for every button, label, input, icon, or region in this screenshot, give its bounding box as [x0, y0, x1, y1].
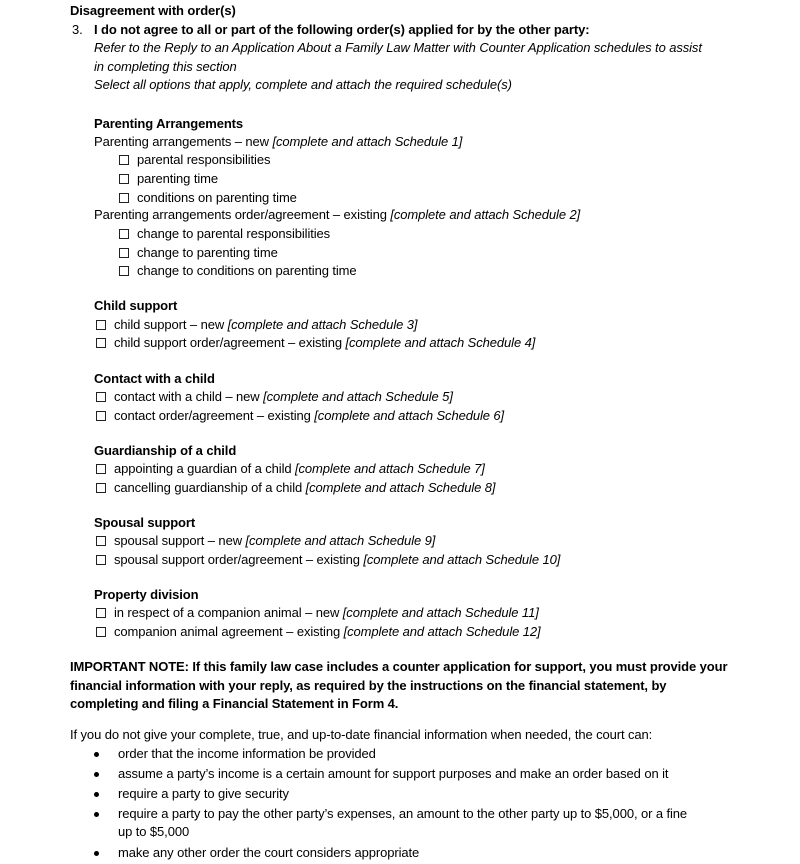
checkbox-option[interactable]	[119, 244, 278, 262]
checkbox-label: spousal support – new	[114, 533, 246, 548]
checkbox-option[interactable]	[96, 532, 435, 550]
schedule-note: [complete and attach Schedule 4]	[345, 335, 536, 350]
important-note-line: IMPORTANT NOTE: If this family law case includes a counter application for support, you must provide your	[70, 659, 728, 674]
checkbox[interactable]	[96, 411, 106, 421]
checkbox[interactable]	[96, 555, 106, 565]
schedule-note: [complete and attach Schedule 9]	[245, 533, 436, 548]
instruction-line: Select all options that apply, complete and attach the required schedule(s)	[94, 77, 512, 92]
checkbox-label: parenting time	[137, 171, 218, 186]
checkbox-label: contact order/agreement – existing	[114, 408, 315, 423]
checkbox[interactable]	[96, 320, 106, 330]
checkbox-label: in respect of a companion animal – new	[114, 605, 343, 620]
checkbox-option[interactable]	[96, 479, 495, 497]
checkbox-option[interactable]	[96, 460, 485, 478]
checkbox[interactable]	[96, 464, 106, 474]
checkbox-label: change to parenting time	[137, 245, 278, 260]
checkbox-label: contact with a child – new	[114, 389, 264, 404]
checkbox-option[interactable]	[96, 407, 504, 425]
checkbox-option[interactable]	[96, 551, 560, 569]
parenting-existing-label	[94, 206, 580, 224]
checkbox-label: appointing a guardian of a child	[114, 461, 296, 476]
checkbox-label: child support – new	[114, 317, 228, 332]
checkbox-option[interactable]	[96, 623, 541, 641]
schedule-note: [complete and attach Schedule 1]	[272, 134, 463, 149]
instruction-line: Refer to the Reply to an Application About a Family Law Matter with Counter Application schedules to assist	[94, 40, 702, 55]
checkbox-option[interactable]	[96, 316, 417, 334]
parenting-new-text: Parenting arrangements – new	[94, 134, 273, 149]
schedule-note: [complete and attach Schedule 12]	[343, 624, 541, 639]
consequence-item: order that the income information be provided	[118, 746, 376, 761]
schedule-note: [complete and attach Schedule 3]	[227, 317, 418, 332]
group-heading-spousal: Spousal support	[94, 515, 196, 530]
item-heading: I do not agree to all or part of the following order(s) applied for by the other party:	[94, 22, 590, 37]
checkbox-option[interactable]	[96, 388, 453, 406]
checkbox-label: cancelling guardianship of a child	[114, 480, 306, 495]
important-note-line: financial information with your reply, as required by the instructions on the financial statement, by	[70, 678, 667, 693]
schedule-note: [complete and attach Schedule 7]	[295, 461, 485, 476]
checkbox-option[interactable]	[96, 334, 535, 352]
group-heading-property: Property division	[94, 587, 199, 602]
group-heading-contact: Contact with a child	[94, 371, 215, 386]
checkbox[interactable]	[96, 608, 106, 618]
bullet-icon	[94, 812, 99, 817]
schedule-note: [complete and attach Schedule 11]	[342, 605, 539, 620]
consequence-item: make any other order the court considers appropriate	[118, 845, 420, 860]
checkbox[interactable]	[96, 536, 106, 546]
checkbox-label: companion animal agreement – existing	[114, 624, 344, 639]
checkbox-option[interactable]	[119, 151, 270, 169]
consequence-item: require a party to give security	[118, 786, 289, 801]
parenting-heading: Parenting Arrangements	[94, 116, 244, 131]
checkbox-label: change to conditions on parenting time	[137, 263, 357, 278]
checkbox-option[interactable]	[119, 189, 297, 207]
schedule-note: [complete and attach Schedule 6]	[314, 408, 505, 423]
bullet-icon	[94, 851, 99, 856]
group-heading-child-support: Child support	[94, 298, 178, 313]
parenting-new-label	[94, 133, 462, 151]
schedule-note: [complete and attach Schedule 2]	[390, 207, 581, 222]
checkbox[interactable]	[119, 229, 129, 239]
checkbox-label: parental responsibilities	[137, 152, 271, 167]
checkbox-option[interactable]	[119, 170, 218, 188]
consequence-item-continued: up to $5,000	[118, 824, 190, 839]
checkbox-label: spousal support order/agreement – existing	[114, 552, 364, 567]
checkbox[interactable]	[96, 392, 106, 402]
checkbox[interactable]	[96, 627, 106, 637]
consequences-intro: If you do not give your complete, true, and up-to-date financial information when needed, the court can:	[70, 727, 653, 742]
checkbox-label: conditions on parenting time	[137, 190, 297, 205]
bullet-icon	[94, 792, 99, 797]
instruction-line: in completing this section	[94, 59, 237, 74]
checkbox-option[interactable]	[96, 604, 539, 622]
checkbox-label: child support order/agreement – existing	[114, 335, 346, 350]
checkbox-option[interactable]	[119, 262, 357, 280]
checkbox[interactable]	[119, 248, 129, 258]
schedule-note: [complete and attach Schedule 8]	[305, 480, 496, 495]
bullet-icon	[94, 752, 99, 757]
bullet-icon	[94, 772, 99, 777]
checkbox-label: change to parental responsibilities	[137, 226, 331, 241]
consequence-item: assume a party’s income is a certain amount for support purposes and make an order based on it	[118, 766, 669, 781]
checkbox-option[interactable]	[119, 225, 330, 243]
checkbox[interactable]	[119, 155, 129, 165]
item-number: 3.	[72, 22, 83, 37]
schedule-note: [complete and attach Schedule 5]	[263, 389, 453, 404]
consequence-item: require a party to pay the other party’s expenses, an amount to the other party up to $5,000, or a fine	[118, 806, 688, 821]
section-title: Disagreement with order(s)	[70, 3, 236, 18]
checkbox[interactable]	[119, 266, 129, 276]
schedule-note: [complete and attach Schedule 10]	[363, 552, 561, 567]
checkbox[interactable]	[119, 193, 129, 203]
important-note-line: completing and filing a Financial Statement in Form 4.	[70, 696, 399, 711]
checkbox[interactable]	[96, 338, 106, 348]
checkbox[interactable]	[119, 174, 129, 184]
group-heading-guardianship: Guardianship of a child	[94, 443, 237, 458]
checkbox[interactable]	[96, 483, 106, 493]
parenting-existing-text: Parenting arrangements order/agreement – existing	[94, 207, 391, 222]
